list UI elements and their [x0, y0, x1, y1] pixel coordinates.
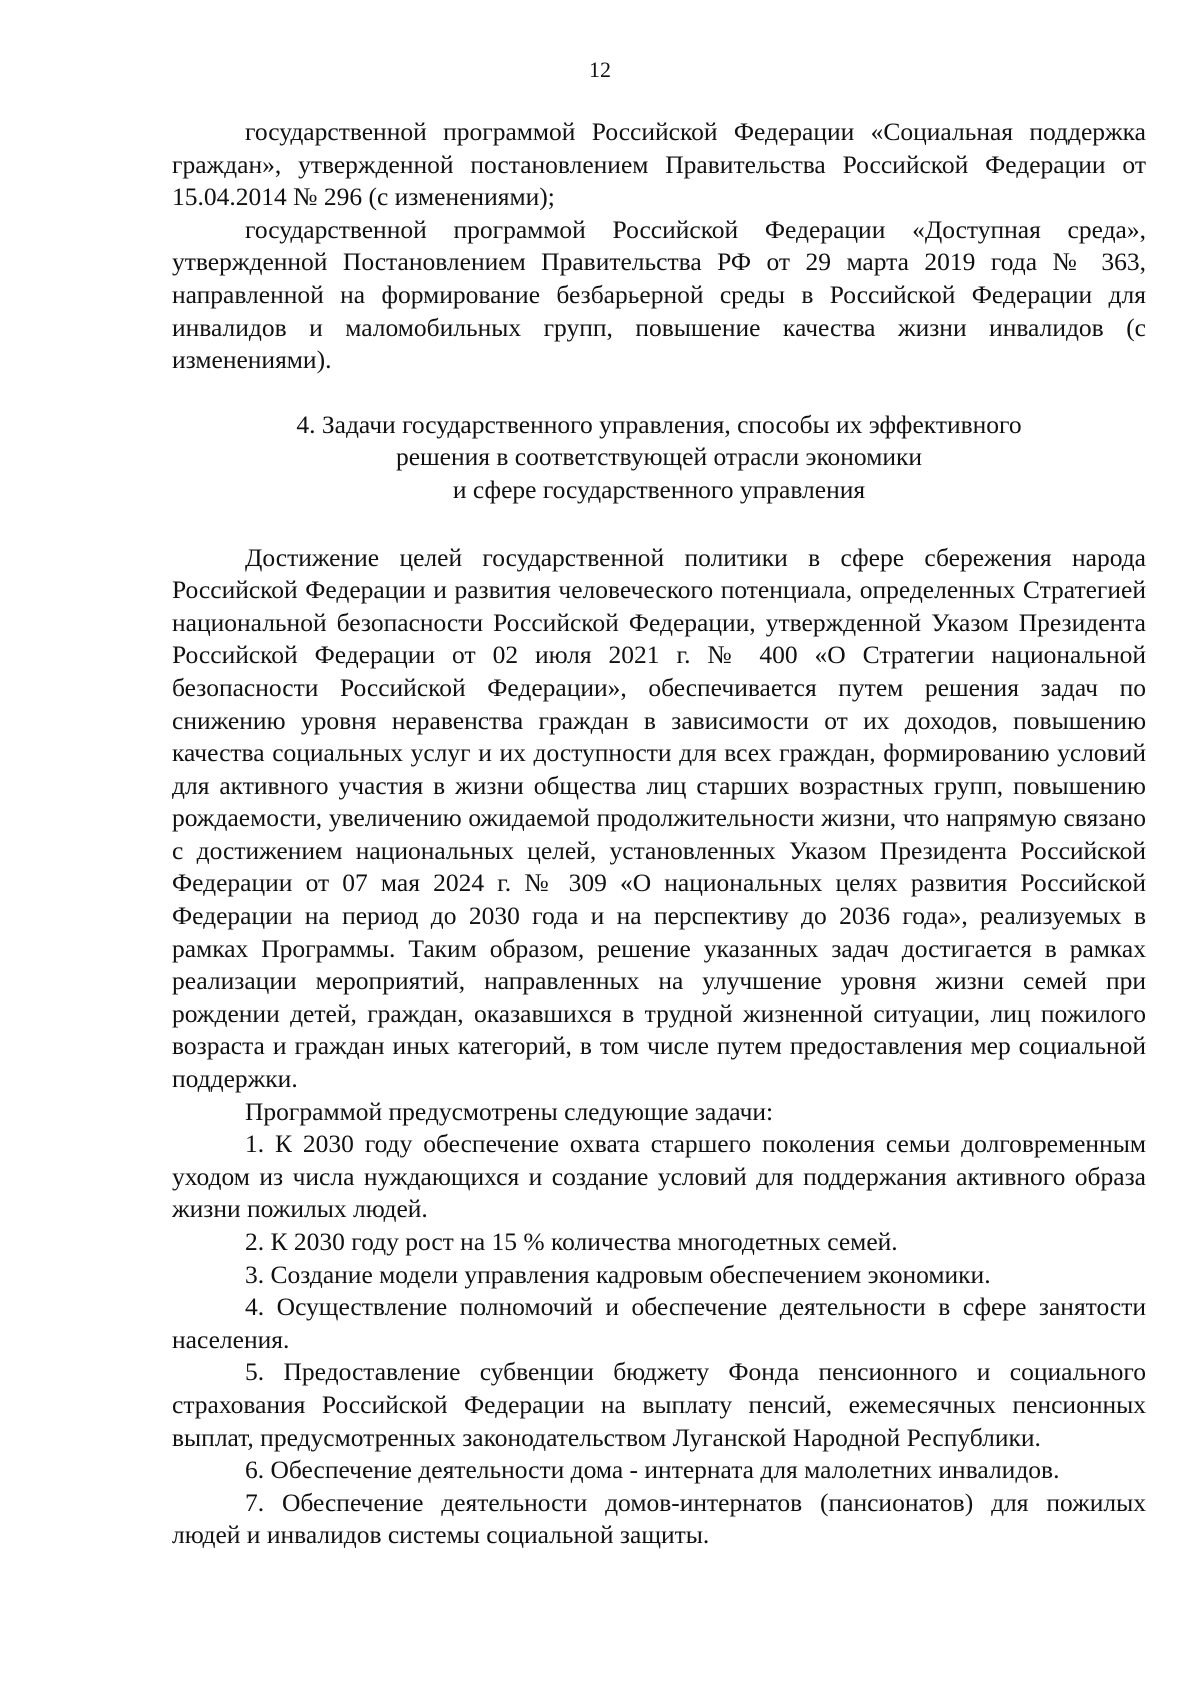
section-heading-line: 4. Задачи государственного управления, способы их эффективного — [296, 409, 1022, 439]
section-heading — [172, 409, 1146, 507]
intro-paragraph: государственной программой Российской Федерации «Доступная среда», утвержденной Постановлением Правительства РФ от 29 марта 2019 года № 363, направленной на формирование безбарьерной среды в Российской Федерации для инвалидов и маломобильных групп, повышение качества жизни инвалидов (с изменениями). — [172, 214, 1146, 375]
document-body — [172, 116, 1146, 1552]
task-item: 4. Осуществление полномочий и обеспечение деятельности в сфере занятости населения. — [172, 1292, 1146, 1354]
section-heading-line: решения в соответствующей отрасли экономики — [395, 442, 923, 472]
task-item: 3. Создание модели управления кадровым обеспечением экономики. — [245, 1259, 991, 1289]
section-heading-line: и сфере государственного управления — [452, 474, 866, 504]
tasks-intro: Программой предусмотрены следующие задачи: — [245, 1096, 774, 1126]
task-item: 2. К 2030 году рост на 15 % количества многодетных семей. — [245, 1227, 898, 1256]
main-paragraph: Достижение целей государственной политики в сфере сбережения народа Российской Федерации и развития человеческого потенциала, определенных Стратегией национальной безопасности Российской Федерации, утвержденной Указом Президента Российской Федерации от 02 июля 2021 г. № 400 «О Стратегии национальной безопасности Российской Федерации», обеспечивается путем решения задач по снижению уровня неравенства граждан в зависимости от их доходов, повышению качества социальных услуг и их доступности для всех граждан, формированию условий для активного участия в жизни общества лиц старших возрастных групп, повышению рождаемости, увеличению ожидаемой продолжительности жизни, что напрямую связано с достижением национальных целей, установленных Указом Президента Российской Федерации от 07 мая 2024 г. № 309 «О национальных целях развития Российской Федерации на период до 2030 года и на перспективу до 2036 года», реализуемых в рамках Программы. Таким образом, решение указанных задач достигается в рамках реализации мероприятий, направленных на улучшение уровня жизни семей при рождении детей, граждан, оказавшихся в трудной жизненной ситуации, лиц пожилого возраста и граждан иных категорий, в том числе путем предоставления мер социальной поддержки. — [172, 542, 1146, 1094]
task-item: 1. К 2030 году обеспечение охвата старшего поколения семьи долговременным уходом из числа нуждающихся и создание условий для поддержания активного образа жизни пожилых людей. — [172, 1129, 1146, 1224]
task-item: 5. Предоставление субвенции бюджету Фонда пенсионного и социального страхования Российской Федерации на выплату пенсий, ежемесячных пенсионных выплат, предусмотренных законодательством Луганской Народной Республики. — [172, 1357, 1146, 1452]
intro-paragraph: государственной программой Российской Федерации «Социальная поддержка граждан», утвержденной постановлением Правительства Российской Федерации от 15.04.2014 № 296 (с изменениями); — [172, 117, 1146, 212]
task-item: 6. Обеспечение деятельности дома - интерната для малолетних инвалидов. — [245, 1455, 1060, 1485]
page-number: 12 — [589, 57, 611, 82]
task-item: 7. Обеспечение деятельности домов-интернатов (пансионатов) для пожилых людей и инвалидов системы социальной защиты. — [172, 1487, 1146, 1550]
